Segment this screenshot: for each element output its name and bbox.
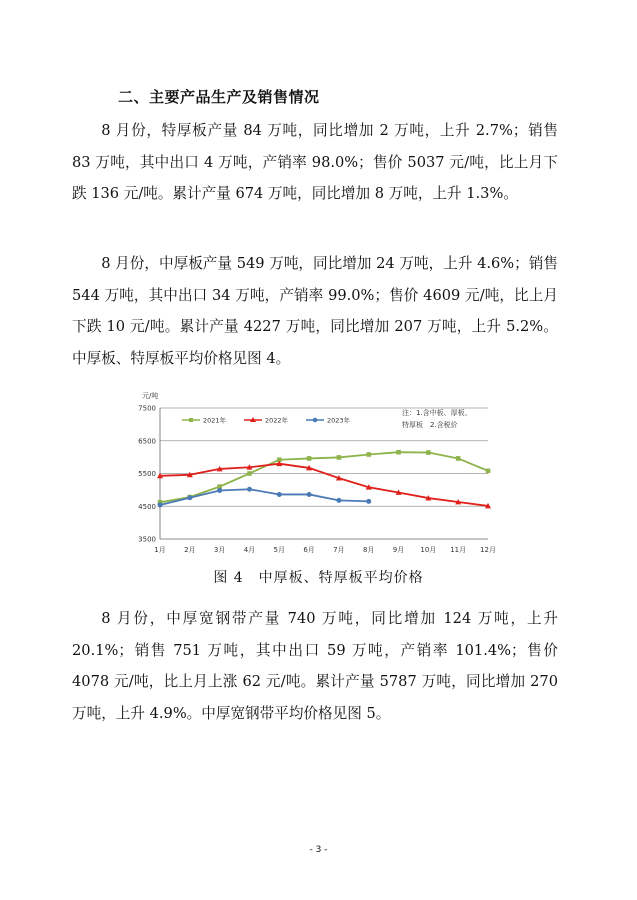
data-point	[366, 452, 371, 457]
legend-marker	[313, 418, 318, 423]
data-point	[307, 492, 312, 497]
paragraph-wide-strip: 8 月份，中厚宽钢带产量 740 万吨，同比增加 124 万吨，上升 20.1%；销售 751 万吨，其中出口 59 万吨，产销率 101.4%；售价 4078 元/吨，比上月上涨 62 元/吨。累计产量 5787 万吨，同比增加 270 万吨，上升 4.9%。中厚宽钢带平均价格见图 5。	[72, 610, 558, 722]
data-point	[337, 455, 342, 460]
data-point	[158, 502, 163, 507]
x-tick-label: 5月	[273, 546, 286, 554]
legend-label: 2023年	[327, 416, 351, 425]
x-tick-label: 2月	[184, 546, 196, 554]
data-point	[247, 471, 252, 476]
data-point	[486, 469, 491, 474]
y-tick-label: 5500	[138, 470, 156, 478]
price-chart	[130, 388, 502, 566]
data-point	[336, 498, 341, 503]
data-point	[456, 456, 461, 461]
figure-caption: 图 4 中厚板、特厚板平均价格	[213, 570, 424, 586]
series-line-2022年	[160, 464, 488, 506]
data-point	[217, 488, 222, 493]
y-tick-label: 3500	[138, 535, 156, 544]
legend-label: 2021年	[203, 416, 227, 425]
data-point	[396, 450, 401, 455]
x-tick-label: 12月	[480, 546, 496, 554]
x-tick-label: 3月	[213, 546, 226, 554]
x-tick-label: 1月	[154, 546, 166, 554]
x-tick-label: 9月	[392, 546, 405, 554]
y-tick-label: 7500	[138, 404, 156, 413]
y-axis-unit-label: 元/吨	[142, 392, 159, 400]
data-point	[277, 492, 282, 497]
page-number: - 3 -	[309, 845, 328, 855]
data-point	[307, 456, 312, 461]
x-tick-label: 4月	[243, 546, 256, 554]
x-tick-label: 7月	[333, 546, 345, 554]
section-heading: 二、主要产品生产及销售情况	[118, 88, 320, 106]
y-tick-label: 6500	[138, 437, 156, 446]
chart-note: 注：1.含中板、厚板、	[402, 409, 472, 417]
data-point	[366, 499, 371, 504]
data-point	[187, 495, 192, 500]
x-tick-label: 6月	[303, 546, 315, 554]
y-tick-label: 4500	[138, 502, 156, 511]
paragraph-medium-plate: 8 月份，中厚板产量 549 万吨，同比增加 24 万吨，上升 4.6%；销售 544 万吨，其中出口 34 万吨，产销率 99.0%；售价 4609 元/吨，比上月下跌 10 元/吨。累计产量 4227 万吨，同比增加 207 万吨，上升 5.2%。中厚板、特厚板平均价格见图 4。	[72, 255, 558, 367]
legend-marker	[189, 418, 193, 422]
data-point	[426, 450, 431, 455]
series-line-2021年	[160, 452, 488, 502]
paragraph-thick-plate: 8 月份，特厚板产量 84 万吨，同比增加 2 万吨，上升 2.7%；销售 83 万吨，其中出口 4 万吨，产销率 98.0%；售价 5037 元/吨，比上月下跌 136 元/吨。累计产量 674 万吨，同比增加 8 万吨，上升 1.3%。	[72, 122, 558, 202]
x-tick-label: 11月	[450, 546, 467, 554]
legend-label: 2022年	[265, 416, 289, 425]
price-chart-svg	[130, 388, 502, 566]
x-tick-label: 10月	[420, 546, 437, 554]
chart-note: 特厚板 2.含税价	[402, 421, 458, 429]
x-tick-label: 8月	[362, 546, 375, 554]
data-point	[247, 487, 252, 492]
